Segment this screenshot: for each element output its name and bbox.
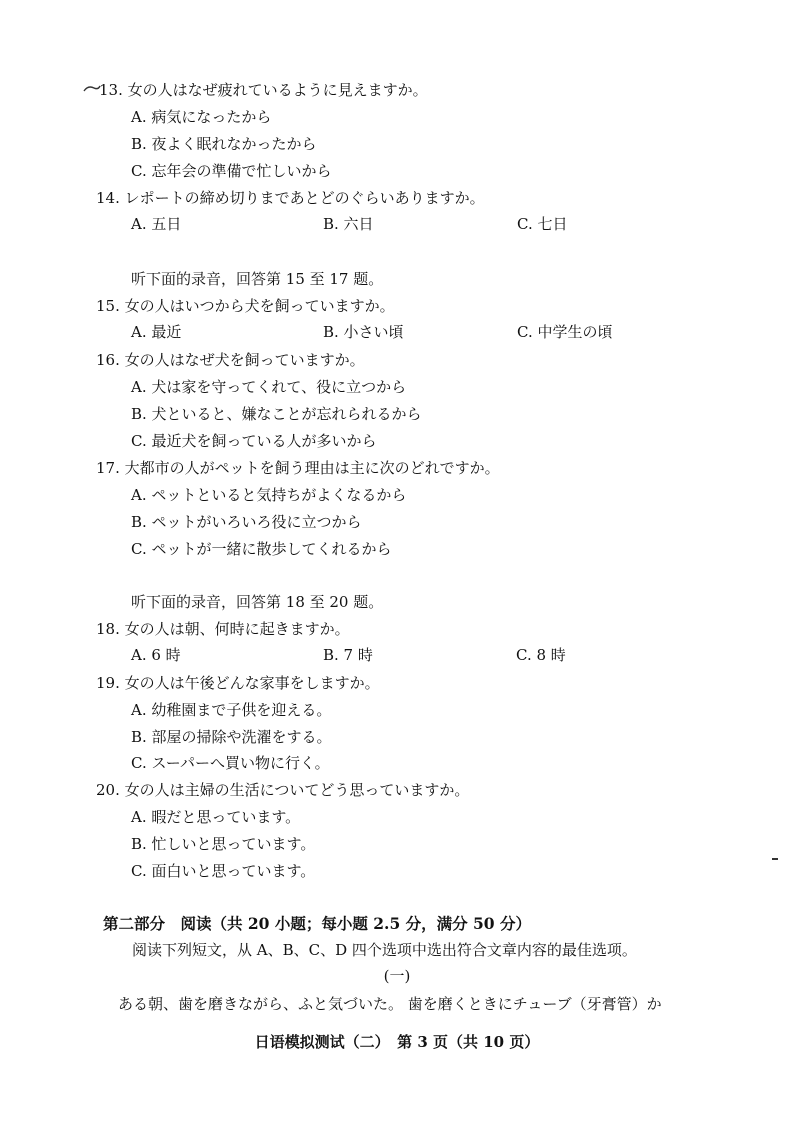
question-16: 16. 女の人はなぜ犬を飼っていますか。 [96, 351, 365, 369]
question-19: 19. 女の人は午後どんな家事をしますか。 [96, 674, 380, 692]
question-13: 13. 女の人はなぜ疲れているように見えますか。 [99, 81, 428, 99]
listening-instruction-18-20: 听下面的录音，回答第 18 至 20 题。 [131, 593, 384, 611]
q16-option-a: A. 犬は家を守ってくれて、役に立つから [131, 378, 407, 396]
q14-option-a: A. 五日 [131, 215, 182, 233]
q14-option-b: B. 六日 [323, 215, 374, 233]
scan-dash [772, 858, 778, 860]
question-20: 20. 女の人は主婦の生活についてどう思っていますか。 [96, 781, 470, 799]
listening-instruction-15-17: 听下面的录音，回答第 15 至 17 题。 [131, 270, 384, 288]
q15-option-c: C. 中学生の頃 [517, 323, 613, 341]
q17-option-c: C. ペットが一緒に散歩してくれるから [131, 540, 392, 558]
q19-option-b: B. 部屋の掃除や洗濯をする。 [131, 728, 332, 746]
passage-first-line: ある朝、歯を磨きながら、ふと気づいた。 歯を磨くときにチューブ（牙膏管）か [118, 995, 662, 1013]
q15-option-a: A. 最近 [131, 323, 182, 341]
question-14: 14. レポートの締め切りまであとどのぐらいありますか。 [96, 189, 485, 207]
q19-option-c: C. スーパーへ買い物に行く。 [131, 754, 330, 772]
q17-option-b: B. ペットがいろいろ役に立つから [131, 513, 362, 531]
question-18: 18. 女の人は朝、何時に起きますか。 [96, 620, 350, 638]
q15-option-b: B. 小さい頃 [323, 323, 404, 341]
q16-option-b: B. 犬といると、嫌なことが忘れられるから [131, 405, 422, 423]
q17-option-a: A. ペットといると気持ちがよくなるから [131, 486, 407, 504]
passage-number: (一) [383, 967, 411, 985]
page-footer: 日语模拟测试（二） 第 3 页（共 10 页） [254, 1033, 540, 1051]
part2-instruction: 阅读下列短文，从 A、B、C、D 四个选项中选出符合文章内容的最佳选项。 [132, 941, 637, 959]
q18-option-a: A. 6 時 [131, 646, 181, 664]
q18-option-b: B. 7 時 [323, 646, 373, 664]
q20-option-c: C. 面白いと思っています。 [131, 862, 316, 880]
question-15: 15. 女の人はいつから犬を飼っていますか。 [96, 297, 395, 315]
q13-option-a: A. 病気になったから [131, 108, 272, 126]
q16-option-c: C. 最近犬を飼っている人が多いから [131, 432, 377, 450]
q20-option-a: A. 暇だと思っています。 [131, 808, 301, 826]
q18-option-c: C. 8 時 [516, 646, 566, 664]
q20-option-b: B. 忙しいと思っています。 [131, 835, 316, 853]
q13-option-c: C. 忘年会の準備で忙しいから [131, 162, 332, 180]
q13-option-b: B. 夜よく眠れなかったから [131, 135, 317, 153]
part2-heading: 第二部分 阅读（共 20 小题；每小题 2.5 分，满分 50 分） [103, 914, 531, 933]
q19-option-a: A. 幼稚園まで子供を迎える。 [131, 701, 332, 719]
question-17: 17. 大都市の人がペットを飼う理由は主に次のどれですか。 [96, 459, 500, 477]
q14-option-c: C. 七日 [517, 215, 568, 233]
